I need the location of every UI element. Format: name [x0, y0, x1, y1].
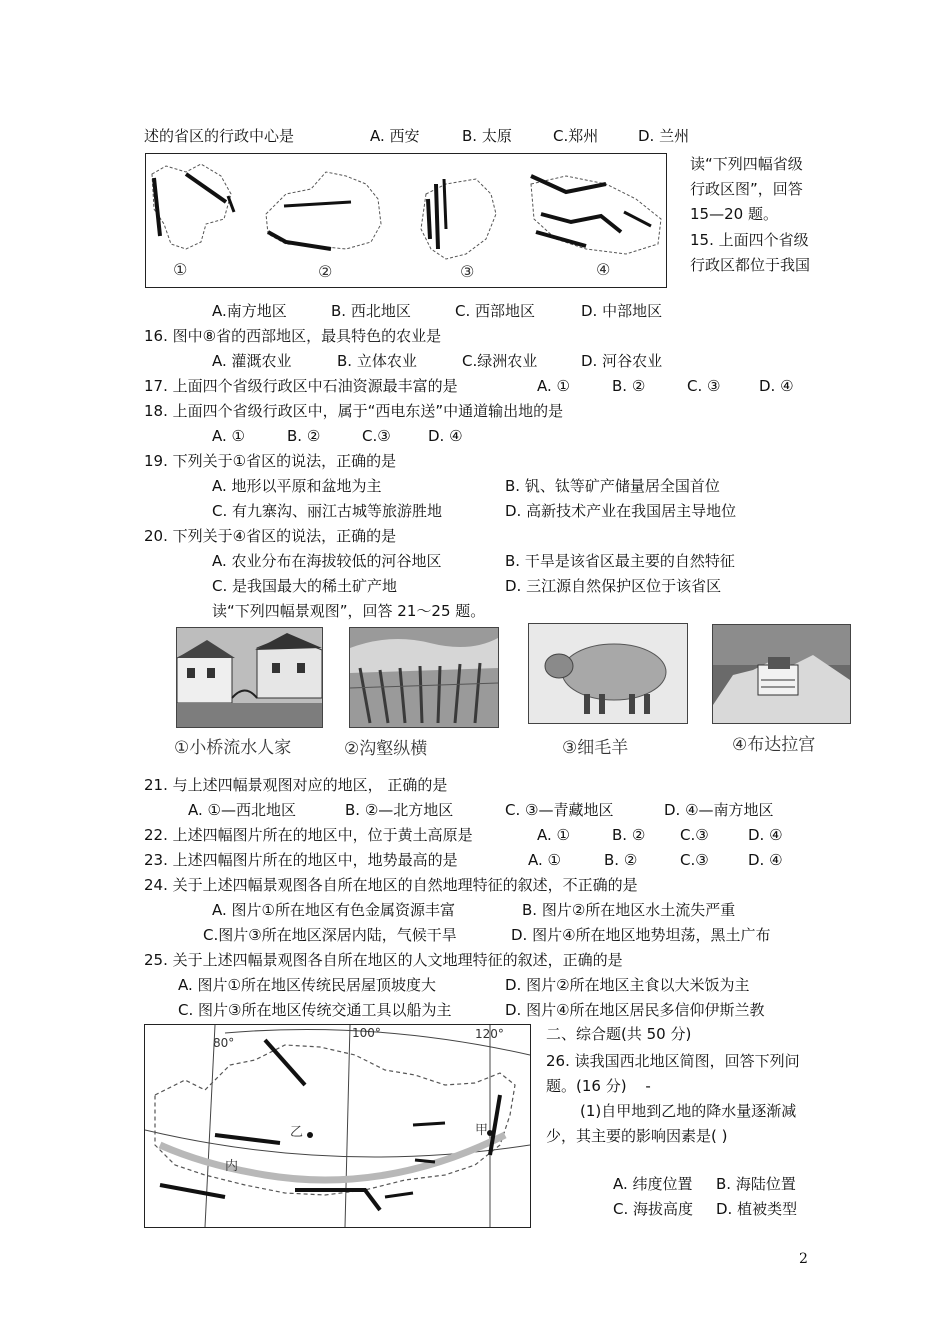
q19-option-d: D. 高新技术产业在我国居主导地位 — [505, 502, 737, 520]
q24-option-b: B. 图片②所在地区水土流失严重 — [522, 901, 736, 919]
q17-option-a: A. ① — [537, 377, 570, 395]
map2-label-nei: 内 — [225, 1159, 239, 1174]
q24-option-c: C.图片③所在地区深居内陆，气候干旱 — [203, 926, 457, 944]
q25-option-b: D. 图片②所在地区主食以大米饭为主 — [505, 976, 750, 994]
q19-stem: 19. 下列关于①省区的说法，正确的是 — [144, 452, 397, 470]
q21-option-a: A. ①—西北地区 — [188, 801, 296, 819]
q19-option-b: B. 钒、钛等矿产储量居全国首位 — [505, 477, 720, 495]
map1-label-1: ① — [173, 260, 188, 279]
northwest-map — [145, 1025, 530, 1227]
photo-caption-1: ①小桥流水人家 — [174, 738, 292, 758]
q17-option-d: D. ④ — [759, 377, 794, 395]
q23-option-b: B. ② — [604, 851, 638, 869]
photo-caption-3: ③细毛羊 — [562, 738, 629, 758]
q24-option-d: D. 图片④所在地区地势坦荡，黑土广布 — [511, 926, 771, 944]
q26-option-b: B. 海陆位置 — [716, 1175, 796, 1193]
q14-option-c: C.郑州 — [553, 127, 599, 145]
q22-stem: 22. 上述四幅图片所在的地区中，位于黄土高原是 — [144, 826, 473, 844]
section-2-title: 二、综合题(共 50 分) — [546, 1025, 692, 1043]
map2-lon-100: 100° — [352, 1026, 381, 1040]
q16-option-d: D. 河谷农业 — [581, 352, 663, 370]
q14-option-a: A. 西安 — [370, 127, 420, 145]
q26-mark: - — [645, 1077, 651, 1095]
q19-option-a: A. 地形以平原和盆地为主 — [212, 477, 382, 495]
q21-stem: 21. 与上述四幅景观图对应的地区， 正确的是 — [144, 776, 448, 794]
map1-label-4: ④ — [596, 260, 611, 279]
q16-option-b: B. 立体农业 — [337, 352, 417, 370]
map2-lon-120: 120° — [475, 1027, 504, 1041]
q20-stem: 20. 下列关于④省区的说法，正确的是 — [144, 527, 397, 545]
q16-option-c: C.绿洲农业 — [462, 352, 538, 370]
q26-option-a: A. 纬度位置 — [613, 1175, 693, 1193]
q15-option-a: A.南方地区 — [212, 302, 287, 320]
q20-option-b: B. 干旱是该省区最主要的自然特征 — [505, 552, 735, 570]
q23-stem: 23. 上述四幅图片所在的地区中，地势最高的是 — [144, 851, 458, 869]
q20-option-c: C. 是我国最大的稀土矿产地 — [212, 577, 398, 595]
province-outlines — [146, 154, 666, 287]
q15-option-d: D. 中部地区 — [581, 302, 663, 320]
q14-stem: 述的省区的行政中心是 — [144, 127, 295, 145]
map1-label-3: ③ — [460, 262, 475, 281]
q26-stem — [546, 1049, 808, 1099]
q22-option-c: C.③ — [680, 826, 709, 844]
q15-option-b: B. 西北地区 — [331, 302, 411, 320]
q26-option-c: C. 海拔高度 — [613, 1200, 694, 1218]
intro-photos: 读“下列四幅景观图”，回答 21～25 题。 — [212, 602, 486, 620]
photo-caption-2: ②沟壑纵横 — [344, 739, 428, 759]
q21-option-b: B. ②—北方地区 — [345, 801, 454, 819]
map2-lon-80: 80° — [213, 1036, 235, 1050]
q22-option-a: A. ① — [537, 826, 570, 844]
q26-stem-text: 26. 读我国西北地区简图，回答下列问题。(16 分) — [546, 1052, 800, 1095]
q25-option-a: A. 图片①所在地区传统民居屋顶坡度大 — [178, 976, 436, 994]
q17-option-b: B. ② — [612, 377, 646, 395]
q17-option-c: C. ③ — [687, 377, 721, 395]
potala-palace-image — [713, 625, 850, 723]
q23-option-c: C.③ — [680, 851, 709, 869]
q24-option-a: A. 图片①所在地区有色金属资源丰富 — [212, 901, 455, 919]
q25-stem: 25. 关于上述四幅景观图各自所在地区的人文地理特征的叙述，正确的是 — [144, 951, 623, 969]
fine-wool-sheep-image — [529, 624, 687, 723]
intro-maps: 读“下列四幅省级行政区图”，回答 15—20 题。 — [690, 155, 803, 223]
q25-option-d: D. 图片④所在地区居民多信仰伊斯兰教 — [505, 1001, 765, 1019]
q18-stem: 18. 上面四个省级行政区中，属于“西电东送”中通道输出地的是 — [144, 402, 564, 420]
q22-option-b: B. ② — [612, 826, 646, 844]
q25-option-c: C. 图片③所在地区传统交通工具以船为主 — [178, 1001, 452, 1019]
q26-sub1: (1)自甲地到乙地的降水量逐渐减少，其主要的影响因素是( ) — [546, 1102, 797, 1145]
photo-caption-4: ④布达拉宫 — [732, 735, 816, 755]
photo-loess-gullies — [349, 627, 499, 728]
northwest-map-figure — [144, 1024, 531, 1228]
map1-label-2: ② — [318, 262, 333, 281]
q18-option-b: B. ② — [287, 427, 321, 445]
q18-option-d: D. ④ — [428, 427, 463, 445]
q23-option-d: D. ④ — [748, 851, 783, 869]
q17-stem: 17. 上面四个省级行政区中石油资源最丰富的是 — [144, 377, 458, 395]
q16-option-a: A. 灌溉农业 — [212, 352, 292, 370]
q14-option-b: B. 太原 — [462, 127, 512, 145]
photo-fine-wool-sheep — [528, 623, 688, 724]
map2-label-jia: 甲 — [475, 1123, 489, 1138]
q21-option-c: C. ③—青藏地区 — [505, 801, 614, 819]
photo-potala-palace — [712, 624, 851, 724]
q20-option-d: D. 三江源自然保护区位于该省区 — [505, 577, 722, 595]
photo-water-town — [176, 627, 323, 728]
q14-option-d: D. 兰州 — [638, 127, 690, 145]
q22-option-d: D. ④ — [748, 826, 783, 844]
q26-option-d: D. 植被类型 — [716, 1200, 798, 1218]
q23-option-a: A. ① — [528, 851, 561, 869]
q15-option-c: C. 西部地区 — [455, 302, 536, 320]
q18-option-c: C.③ — [362, 427, 391, 445]
page-number: 2 — [799, 1251, 808, 1267]
q15-stem: 15. 上面四个省级行政区都位于我国 — [690, 231, 811, 274]
map2-label-yi: 乙 — [290, 1125, 304, 1140]
q16-stem: 16. 图中⑧省的西部地区，最具特色的农业是 — [144, 327, 442, 345]
province-maps-figure — [145, 153, 667, 288]
q19-option-c: C. 有九寨沟、丽江古城等旅游胜地 — [212, 502, 443, 520]
q21-option-d: D. ④—南方地区 — [664, 801, 774, 819]
q20-option-a: A. 农业分布在海拔较低的河谷地区 — [212, 552, 442, 570]
loess-gullies-image — [350, 628, 498, 727]
water-town-image — [177, 628, 322, 727]
q24-stem: 24. 关于上述四幅景观图各自所在地区的自然地理特征的叙述，不正确的是 — [144, 876, 638, 894]
q18-option-a: A. ① — [212, 427, 245, 445]
